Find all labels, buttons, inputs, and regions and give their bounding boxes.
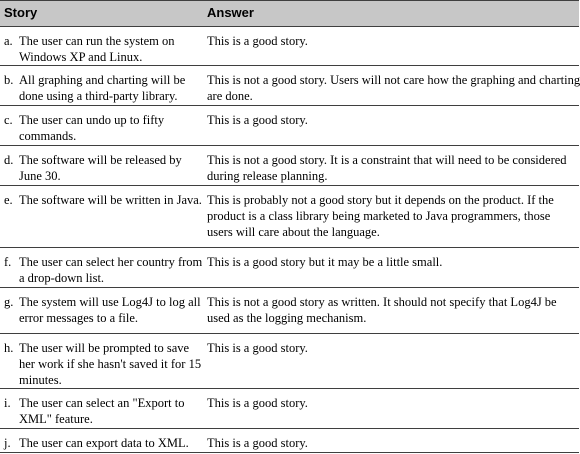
story-line: The system will use Log4J to log all [19, 295, 201, 309]
story-cell [19, 254, 202, 286]
answer-cell [207, 112, 308, 128]
row-letter: g. [4, 295, 14, 309]
story-line: The user can select her country from [19, 255, 203, 269]
row-letter: c. [4, 113, 13, 127]
table-row [0, 106, 579, 146]
story-line: XML" feature. [19, 412, 93, 426]
story-line: done using a third-party library. [19, 89, 178, 103]
story-cell [19, 294, 201, 326]
story-line: minutes. [19, 373, 62, 387]
table-row [0, 389, 579, 429]
story-line: The user can export data to XML. [19, 436, 189, 450]
story-line: The user can undo up to fifty [19, 113, 165, 127]
story-line: The software will be written in Java. [19, 193, 202, 207]
story-cell [19, 112, 164, 144]
story-line: The software will be released by [19, 153, 182, 167]
table-row [0, 146, 579, 186]
table-row [0, 27, 579, 66]
answer-cell [207, 340, 308, 356]
story-line: a drop-down list. [19, 271, 105, 285]
answer-cell [207, 435, 308, 451]
answer-column-header: Answer [207, 5, 254, 20]
story-cell [19, 340, 201, 388]
answer-line: during release planning. [207, 169, 328, 183]
story-line: All graphing and charting will be [19, 73, 186, 87]
story-cell [19, 395, 184, 427]
answer-line: This is probably not a good story but it depends on the product. If the [207, 193, 554, 207]
table-row [0, 429, 579, 453]
table-row [0, 248, 579, 288]
table-row [0, 186, 579, 248]
answer-line: This is a good story. [207, 396, 308, 410]
table-header-row [0, 0, 579, 27]
answer-cell [207, 192, 554, 240]
answer-cell [207, 152, 567, 184]
answer-line: This is a good story. [207, 113, 308, 127]
story-cell [19, 72, 185, 104]
story-line: her work if she hasn't saved it for 15 [19, 357, 202, 371]
table-row [0, 334, 579, 389]
story-cell [19, 152, 182, 184]
story-column-header: Story [4, 5, 38, 20]
row-letter: i. [4, 396, 11, 410]
story-line: The user can select an "Export to [19, 396, 185, 410]
answer-line: This is a good story but it may be a little small. [207, 255, 443, 269]
story-cell [19, 33, 175, 65]
answer-line: This is a good story. [207, 341, 308, 355]
story-line: Windows XP and Linux. [19, 50, 143, 64]
story-line: commands. [19, 129, 77, 143]
answer-line: This is not a good story. Users will not care how the graphing and charting [207, 73, 580, 87]
row-letter: d. [4, 153, 14, 167]
answer-line: This is a good story. [207, 34, 308, 48]
answer-cell [207, 72, 580, 104]
answer-line: product is a class library being marketed to Java programmers, those [207, 209, 551, 223]
row-letter: a. [4, 34, 13, 48]
answer-cell [207, 254, 442, 270]
story-line: The user will be prompted to save [19, 341, 190, 355]
row-letter: f. [4, 255, 12, 269]
answer-line: used as the logging mechanism. [207, 311, 367, 325]
answer-line: This is a good story. [207, 436, 308, 450]
row-letter: e. [4, 193, 13, 207]
story-line: The user can run the system on [19, 34, 175, 48]
answer-cell [207, 294, 557, 326]
story-cell [19, 192, 202, 208]
story-line: error messages to a file. [19, 311, 139, 325]
answer-line: users will care about the language. [207, 225, 380, 239]
answer-line: are done. [207, 89, 253, 103]
answer-line: This is not a good story. It is a constraint that will need to be considered [207, 153, 567, 167]
table-row [0, 66, 579, 106]
answer-cell [207, 395, 308, 411]
answer-line: This is not a good story as written. It should not specify that Log4J be [207, 295, 557, 309]
story-cell [19, 435, 189, 451]
answer-cell [207, 33, 308, 49]
row-letter: j. [4, 436, 11, 450]
row-letter: b. [4, 73, 14, 87]
table-row [0, 288, 579, 334]
story-line: June 30. [19, 169, 61, 183]
row-letter: h. [4, 341, 14, 355]
